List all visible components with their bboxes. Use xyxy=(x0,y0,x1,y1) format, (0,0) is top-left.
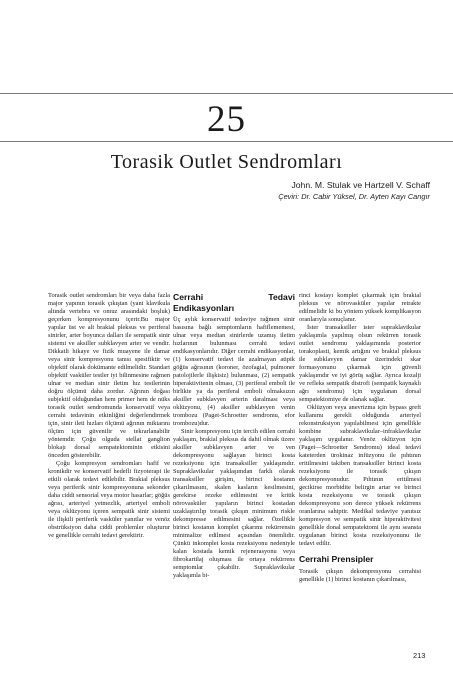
paragraph: Oklüzyon veya anevrizma için bypass greft kullanımı gerekli olduğunda arteriyel rekonstruksiyon yapılabilmesi için genellikle kombine subraklavikular–infraklavikular yaklaşım uygulanır. Venöz oklüzyon için (Paget—Schroetter Sendromu) ideal tedavi kateterden ürokinaz infüzyonu ile pıhtının eritilmesini takiben transaksiller birinci kosta rezeksiyonu ile torasik çıkışın dekompresyonudur. Pıhtının eritilmesi gecikirse morbidite belirgin artar ve birinci kosta rezeksiyonu ve torasik çıkışın dekompresyonu son derece yüksek rekürrens oranlarına sahiptir. Medikal tedaviye yanıtsız kompresyon ve sempatik sinir hiperaktivitesi genellikle donal sempatektomi ile aynı seansta uygulanan birinci kosta rezeksiyonunu ile tedavi edilir. xyxy=(299,404,421,547)
chapter-number: 25 xyxy=(207,99,246,140)
chapter-authors: John. M. Stulak ve Hartzell V. Schaff xyxy=(291,180,430,190)
title-divider xyxy=(0,141,453,142)
paragraph: Üç aylık konservatif tedaviye rağmen sinir basısına bağlı semptomların hafiflememesi, ulnar veya median sinirlerde uzamış iletim hızlarının bulunması cerrahi tedavi endikasyonlarıdır. Diğer cerrahi endikasyonlar, (1) konservatif tedavi ile azalmayan atipik göğüs ağrısının (koroner, özofagial, pulmoner patolojilerle ilişkisiz) bulunması, (2) sempatik hiperaktivitenin olması, (3) periferal emboli ile birlikte ya da periferal emboli olmaksızın aksiller subklavyen arterin daralması veya oklüzyonu, (4) aksiller subklavyen venin trombozu (Paget-Schroetter sendromu, efor trombozu)dur. xyxy=(173,316,295,427)
paragraph: Torasik çıkışın dekompresyonu cerrahisi genellikle (1) birinci kostanın çıkarılması, xyxy=(299,567,421,583)
paragraph: İster transaksiller ister supraklavikular yaklaşımla yapılmış olsun rekürren torasik outlet sendromu yaklaşımında posterior torakoplasti, kemik artığını ve brakial pleksus ile subklavyen damar üzerindeki skar formasyonunu çıkarmak için güvenli yaklaşımdır ve iyi görüş sağlar. Ayrıca kozalji ve refleks sempatik distrofi (sempatik kaynaklı ağrı sendromu) için uygulanan dorsal sempatektomiye de olanak sağlar. xyxy=(299,324,421,403)
paragraph: Torasik outlet sendromları bir veya daha fazla major yapının torasik çıkıştan (yani klavikula altında vertebra ve omuz arasındaki boşluk) geçerken kompresyonunu içerir.Bu major yapılar üst ve alt brakial pleksus ve periferal sinirler, arter boyunca dalları ile sempatik sinir sistemi ve aksiller subklavyen arter ve vendir. Dikkatli hikaye ve fizik muayene ile damar veya sinir kompresyonu tanısı spesifiktir ve objektif olarak dokümante edilmelidir. Standart objektif vasküler testler iyi bilinmesine rağmen ulnar ve median sinir iletim hız testlerinin doğru ölçümü daha zordur. Ağrının doğası subjektif olduğundan hem primer hem de nüks torasik outlet sendromunda konservatif veya cerrahi tedavinin etkinliğini değerlendirmek için, sinir ileti hızları ölçümü ağrının miktarını ölçüm için güvenilir ve tekrarlanabilir yöntemdir. Çoğu olguda stellat ganglion blokajı dorsal sempatektominin etkisini önceden gösterebilir. xyxy=(48,292,170,459)
chapter-translators: Çeviri: Dr. Cabir Yüksel, Dr. Ayten Kayı Cangır xyxy=(278,192,430,201)
page-number: 213 xyxy=(413,651,426,660)
chapter-title: Torasik Outlet Sendromları xyxy=(110,151,343,173)
section-heading: Cerrahi Prensipler xyxy=(299,554,374,564)
paragraph: rinci kostayı komplet çıkarmak için brakial pleksus ve nörovasküler yapılar retrakte edilmelidir ki bu yöntem yüksek komplikasyon oranlarıyla sonuçlanır. xyxy=(299,292,421,323)
column-right xyxy=(299,292,421,584)
column-middle xyxy=(173,292,295,580)
section-heading: Cerrahi Tedavi Endikasyonları xyxy=(173,292,295,313)
top-divider xyxy=(0,93,453,94)
paragraph: Sinir kompresyonu için tercih edilen cerrahi yaklaşım, brakial pleksus da dahil olmak üzere aksiller subklavyen arter ve ven dekompresyonu sağlayan birinci kosta rezeksiyonu için transaksiller yaklaşımdır. Supraklavikular yaklaşımdan farklı olarak transaksiller girişim, birinci kostanın çıkarılmasını, skalen kasların kesilmesini, gerekirse rezeke edilmesini ve kritik nörovasküler yapıların birinci kostadan uzaklaştırılıp torasik çıkışın minimum riskle dekompresse edilmesini sağlar. Özellikle birinci kostanın komplet çıkarımı rekürrensin minimalize edilmesi açısından önemlidir. Çünkü inkomplet kosta rezeksiyonu nedeniyle kalan kostada kemik rejenerasyonu veya fibrokartilaj oluşması ile ortaya rekürrens semptomlar çıkabilir. Supraklavikular yaklaşımla bi- xyxy=(173,428,295,579)
column-left xyxy=(48,292,170,540)
paragraph: Çoğu kompresyon sendromları hafif ve kronikdir ve konservatif hedefli fizyoterapi ile etkili olarak tedavi edilebilir. Brakial pleksus veya periferik sinir kompresyonuna sekonder daha ciddi sensorial veya motor hasarlar; göğüs ağrısı, arteriyel yetmezlik, arteriyel emboli veya oklüzyonu içeren sempatik sinir sistemi ile ilişkili periferik vasküler yanıtlar ve venöz obstrüksiyon daha ciddi problemler oluşturur ve genellikle cerrahi tedavi gerektirir. xyxy=(48,460,170,539)
